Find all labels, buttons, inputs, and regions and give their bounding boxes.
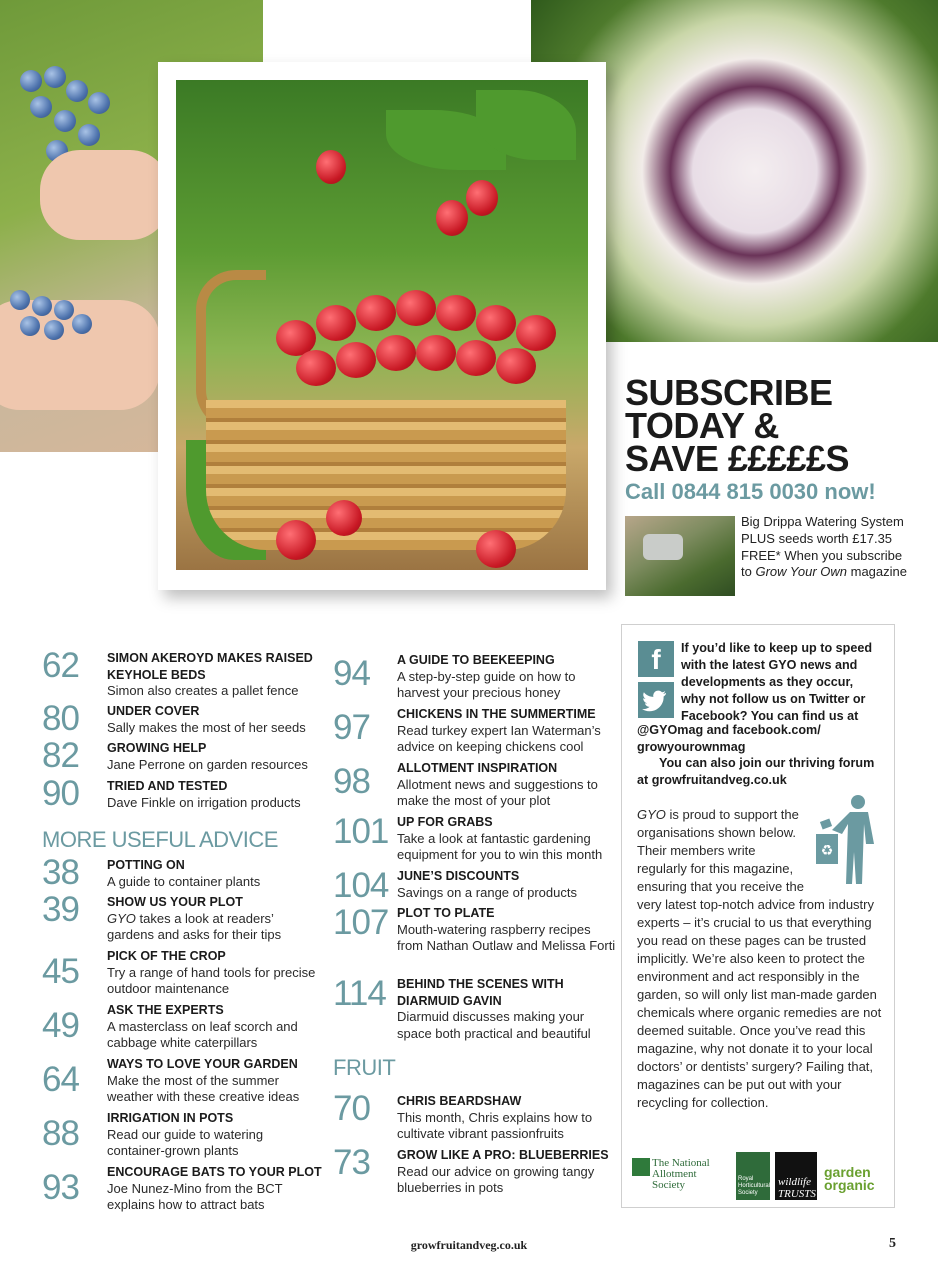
garden-organic-logo (822, 1152, 886, 1200)
subscribe-title (625, 372, 930, 479)
forum-text[interactable]: You can also join our thriving forum at growfruitandveg.co.uk (637, 756, 875, 787)
logo-name: garden organic (824, 1164, 875, 1193)
entry-desc: Mouth-watering raspberry recipes from Nathan Outlaw and Melissa Forti (397, 921, 616, 954)
page-number: 97 (333, 708, 370, 747)
entry-title: IRRIGATION IN POTS (107, 1111, 234, 1125)
support-text-part: very latest top-notch advice from industry experts – it’s crucial to us that everything you read on these pages can be trusted implicitly. We’re also keen to protect the environment and act responsibly in the garden, so will only list man-made garden chemicals where organic remedies are not deemed suitable. Once you’ve read this magazine, why not donate it to your local doctors’ or dentists’ surgery? Failing that, magazines can be put out with your recycling for collection. (637, 897, 882, 1110)
entry-title: BEHIND THE SCENES WITH DIARMUID GAVIN (397, 977, 564, 1008)
entry-desc: Sally makes the most of her seeds (107, 719, 306, 735)
entry-title: UNDER COVER (107, 704, 200, 718)
page-number: 94 (333, 654, 370, 693)
svg-text:♻: ♻ (820, 843, 834, 859)
page-number: 101 (333, 812, 389, 851)
offer-text-part: Big Drippa Watering System PLUS seeds worth £17.35 FREE* When you subscribe to (741, 514, 904, 580)
entry-desc: Dave Finkle on irrigation products (107, 794, 301, 810)
page-number: 62 (42, 646, 79, 685)
watering-offer-photo (625, 516, 735, 596)
support-text (637, 806, 887, 1112)
entry-desc: A step-by-step guide on how to harvest your precious honey (397, 668, 576, 701)
page-number: 73 (333, 1143, 370, 1182)
entry-title: ALLOTMENT INSPIRATION (397, 761, 558, 775)
entry-title: PICK OF THE CROP (107, 949, 226, 963)
page-number: 64 (42, 1060, 79, 1099)
entry-desc: Read our guide to watering container-grown plants (107, 1126, 264, 1159)
entry-title: PLOT TO PLATE (397, 906, 495, 920)
page-number: 45 (42, 952, 79, 991)
page-number: 107 (333, 903, 389, 942)
entry-title: UP FOR GRABS (397, 815, 493, 829)
magazine-name: GYO (637, 807, 666, 822)
national-allotment-society-logo (630, 1152, 732, 1200)
subscribe-block (625, 372, 930, 505)
entry-title: GROWING HELP (107, 741, 207, 755)
entry-title: POTTING ON (107, 858, 185, 872)
entry-desc (107, 911, 322, 945)
entry-title: SHOW US YOUR PLOT (107, 895, 243, 909)
twitter-icon[interactable] (638, 682, 674, 718)
entry-desc: A guide to container plants (107, 873, 261, 889)
page-number: 104 (333, 866, 389, 905)
page-number: 49 (42, 1006, 79, 1045)
wildlife-trusts-logo (775, 1152, 817, 1200)
entry-desc: Savings on a range of products (397, 884, 577, 900)
section-heading: MORE USEFUL ADVICE (42, 827, 278, 852)
subscribe-phone[interactable]: Call 0844 815 0030 now! (625, 479, 876, 504)
rhs-logo (736, 1152, 770, 1200)
entry-desc: Simon also creates a pallet fence (107, 683, 299, 698)
logo-name: Royal Horticultural Society (738, 1176, 771, 1196)
twitter-bird-icon (638, 682, 674, 718)
page-number: 38 (42, 853, 79, 892)
support-text-narrow (637, 806, 807, 896)
social-handles[interactable]: @GYOmag and facebook.com/ growyourownmag (637, 723, 821, 754)
entry-desc: This month, Chris explains how to cultivate vibrant passionfruits (397, 1109, 593, 1142)
entry-title: CHRIS BEARDSHAW (397, 1094, 522, 1108)
page-number: 114 (333, 974, 386, 1013)
page-number: 98 (333, 762, 370, 801)
subscribe-title-line: TODAY & (625, 405, 779, 446)
entry-desc: Diarmuid discusses making your space both practical and beautiful (397, 1009, 591, 1041)
entry-desc: Read our advice on growing tangy blueberries in pots (397, 1163, 595, 1196)
facebook-icon[interactable]: f (638, 641, 674, 677)
page-number: 90 (42, 774, 79, 813)
entry-title: TRIED AND TESTED (107, 779, 228, 793)
entry-title: WAYS TO LOVE YOUR GARDEN (107, 1057, 298, 1071)
section-heading: FRUIT (333, 1055, 396, 1080)
page-number: 93 (42, 1168, 79, 1207)
entry-title: CHICKENS IN THE SUMMERTIME (397, 707, 596, 721)
raspberries-photo (176, 80, 588, 570)
subscribe-title-line: SUBSCRIBE (625, 372, 833, 413)
entry-title: A GUIDE TO BEEKEEPING (397, 653, 555, 667)
footer-url[interactable]: growfruitandveg.co.uk (410, 1238, 528, 1252)
social-text: If you’d like to keep up to speed with the latest GYO news and developments as they occur, why not follow us on Twitter or Facebook? You can find us at (681, 641, 873, 723)
entry-desc: Read turkey expert Ian Waterman’s advice on keeping chickens cool (397, 722, 601, 755)
page-number: 70 (333, 1089, 370, 1128)
entry-desc: Allotment news and suggestions to make the most of your plot (397, 776, 598, 809)
entry-desc: Try a range of hand tools for precise outdoor maintenance (107, 964, 316, 997)
entry-desc: Make the most of the summer weather with these creative ideas (107, 1072, 300, 1105)
entry-desc: Take a look at fantastic gardening equipment for you to win this month (397, 830, 603, 863)
page-number: 88 (42, 1114, 79, 1153)
entry-desc: A masterclass on leaf scorch and cabbage white caterpillars (107, 1018, 298, 1051)
logo-name: The National Allotment Society (652, 1157, 710, 1191)
entry-desc-text: takes a look at readers’ gardens and asks for their tips (107, 910, 282, 943)
entry-title: JUNE’S DISCOUNTS (397, 869, 520, 883)
entry-desc: Jane Perrone on garden resources (107, 756, 308, 772)
entry-title: ENCOURAGE BATS TO YOUR PLOT (107, 1165, 322, 1179)
partner-logos (630, 1152, 888, 1200)
page-number: 82 (42, 736, 79, 775)
page-number: 80 (42, 699, 79, 738)
entry-title: ASK THE EXPERTS (107, 1003, 224, 1017)
entry-title: SIMON AKEROYD MAKES RAISED KEYHOLE BEDS (107, 651, 313, 682)
entry-title: GROW LIKE A PRO: BLUEBERRIES (397, 1148, 609, 1162)
offer-text-part: magazine (847, 564, 907, 580)
magazine-name: GYO (107, 910, 136, 926)
subscribe-title-line: SAVE £££££S (625, 438, 849, 479)
support-text-part: is proud to support the organisations shown below. Their members write regularly for this magazine, ensuring that you receive the (637, 807, 804, 894)
page-number: 39 (42, 890, 79, 929)
offer-text (741, 514, 911, 581)
entry-desc: Joe Nunez-Mino from the BCT explains how to attract bats (107, 1180, 283, 1213)
magazine-name: Grow Your Own (755, 564, 847, 580)
page-number-footer: 5 (889, 1236, 896, 1251)
logo-name: wildlife TRUSTS (778, 1176, 816, 1200)
